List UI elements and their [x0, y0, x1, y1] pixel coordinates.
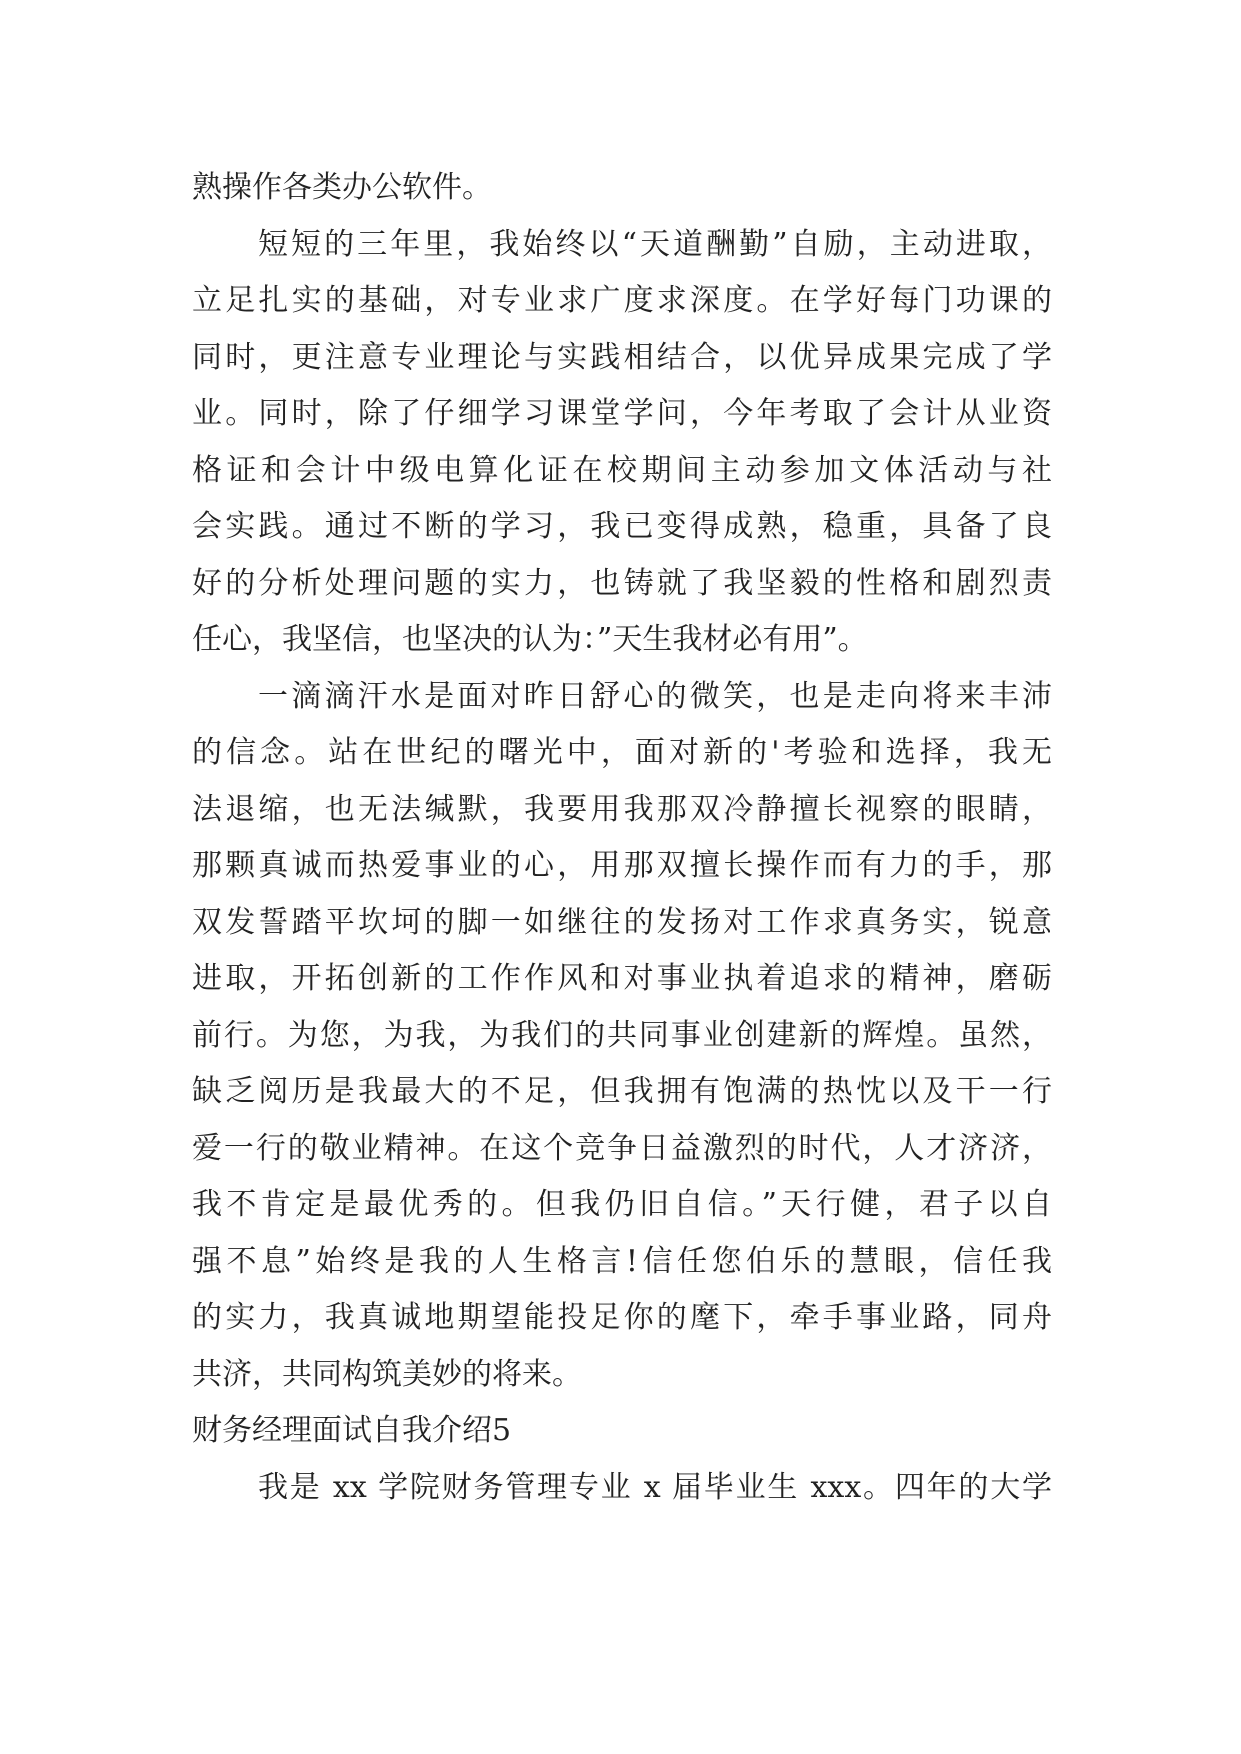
paragraph-aspiration	[192, 669, 1052, 1404]
text-line: 短短的三年里，我始终以“天道酬勤”自励，主动进取，	[258, 226, 1052, 262]
document-body	[192, 160, 1052, 1516]
text-line: 我是 xx 学院财务管理专业 x 届毕业生 xxx。四年的大学	[258, 1469, 1052, 1505]
text-line: 业。同时，除了仔细学习课堂学问，今年考取了会计从业资	[192, 396, 1052, 431]
text-line: 爱一行的敬业精神。在这个竞争日益激烈的时代，人才济济，	[192, 1130, 1052, 1166]
text-line: 我不肯定是最优秀的。但我仍旧自信。”天行健，君子以自	[192, 1187, 1052, 1222]
text-line: 进取，开拓创新的工作作风和对事业执着追求的精神，磨砺	[192, 961, 1052, 996]
text-line: 双发誓踏平坎坷的脚一如继往的发扬对工作求真务实，锐意	[192, 904, 1052, 940]
text-line: 立足扎实的基础，对专业求广度求深度。在学好每门功课的	[192, 283, 1052, 318]
text-line: 一滴滴汗水是面对昨日舒心的微笑，也是走向将来丰沛	[258, 678, 1052, 714]
text-line: 的实力，我真诚地期望能投足你的麾下，牵手事业路，同舟	[192, 1300, 1052, 1335]
text-line: 的信念。站在世纪的曙光中，面对新的'考验和选择，我无	[192, 735, 1052, 770]
text-line: 法退缩，也无法缄默，我要用我那双冷静擅长视察的眼睛，	[192, 791, 1052, 827]
section-heading: 财务经理面试自我介绍5	[192, 1413, 512, 1448]
text-line: 同时，更注意专业理论与实践相结合，以优异成果完成了学	[192, 339, 1052, 375]
text-line: 会实践。通过不断的学习，我已变得成熟，稳重，具备了良	[192, 509, 1052, 544]
text-line: 那颗真诚而热爱事业的心，用那双擅长操作而有力的手，那	[192, 848, 1052, 883]
text-line: 共济，共同构筑美妙的将来。	[192, 1356, 582, 1392]
paragraph-intro-end	[192, 160, 1052, 217]
text-line: 前行。为您，为我，为我们的共同事业创建新的辉煌。虽然，	[192, 1017, 1052, 1053]
paragraph-study	[192, 217, 1052, 669]
text-line: 缺乏阅历是我最大的不足，但我拥有饱满的热忱以及干一行	[192, 1074, 1052, 1109]
text-line: 任心，我坚信，也坚决的认为：”天生我材必有用”。	[192, 622, 868, 657]
text-line: 格证和会计中级电算化证在校期间主动参加文体活动与社	[192, 452, 1052, 488]
text-line: 好的分析处理问题的实力，也铸就了我坚毅的性格和剧烈责	[192, 565, 1052, 601]
text-line: 强不息”始终是我的人生格言!信任您伯乐的慧眼，信任我	[192, 1243, 1052, 1279]
paragraph-self-intro-5	[192, 1460, 1052, 1517]
text-line: 熟操作各类办公软件。	[192, 170, 492, 205]
